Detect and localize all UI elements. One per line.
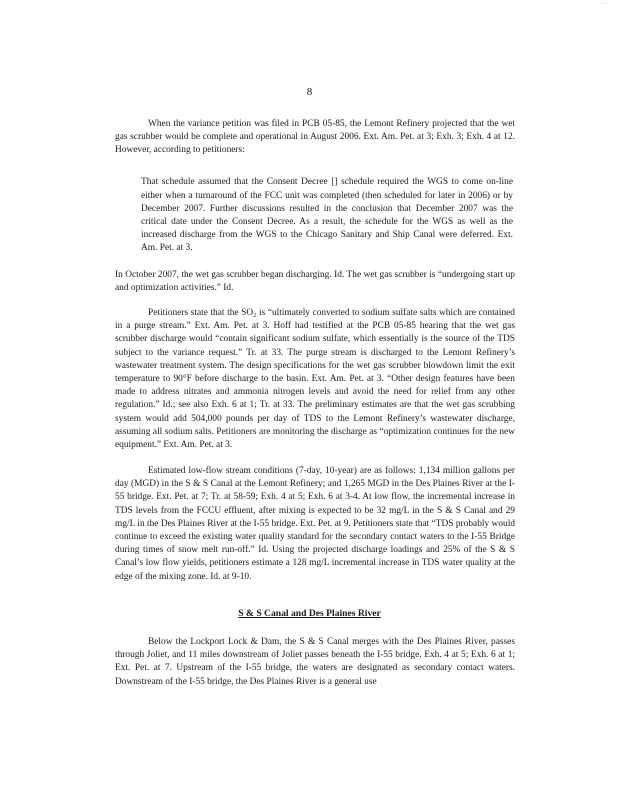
paragraph-text: Petitioners state that the SO₂ is “ultimately converted to sodium sulfate salts which are contained in a purge stream.” Ext. Am. Pet. at 3. Hoff had testified at the PCB 05-85 hearing that the wet gas scrubber discharge would “contain significant sodium sulfate, which essentially is the source of the TDS subject to the variance request.” Tr. at 33. The purge stream is discharged to the Lemont Refinery’s wastewater treatment system. The design specifications for the wet gas scrubber blowdown limit the exit temperature to 90°F before discharge to the basin. Ext. Am. Pet. at 3. “Other design features have been made to address nitrates and ammonia nitrogen levels and avoid the need for relief from any other regulation.” Id.; see also Exh. 6 at 1; Tr. at 33. The preliminary estimates are that the wet gas scrubbing system would add 504,000 pounds per day of TDS to the Lemont Refinery’s wastewater discharge, assuming all sodium salts. Petitioners are monitoring the discharge as “optimization continues for the new equipment.” Ext. Am. Pet. at 3. [115,308,515,451]
block-quote [141,167,513,265]
paragraph-text: Estimated low-flow stream conditions (7-day, 10-year) are as follows: 1,134 million gallons per day (MGD) in the S & S Canal at the Lemont Refinery; and 1,265 MGD in the Des Plaines River at the I-55 bridge. Ext. Pet. at 7; Tr. at 58-59; Exh. 4 at 5; Exh. 6 at 3-4. At low flow, the incremental increase in TDS levels from the FCCU effluent, after mixing is expected to be 32 mg/L in the S & S Canal and 29 mg/L in the Des Plaines River at the I-55 bridge. Ext. Pet. at 9. Petitioners state that “TDS probably would continue to exceed the existing water quality standard for the secondary contact waters to the I-55 Bridge during times of snow melt run-off.” Id. Using the projected discharge loadings and 25% of the S & S Canal’s low flow yields, petitioners estimate a 128 mg/L incremental increase in TDS water quality at the edge of the mixing zone. Id. at 9-10. [115,466,515,582]
paragraph-text: In October 2007, the wet gas scrubber began discharging. Id. The wet gas scrubber is “undergoing start up and optimization activities.” Id. [115,270,515,294]
corner-mark: ... [601,0,609,6]
paragraph-lockport [115,636,515,689]
paragraph-so2-conversion [115,307,515,452]
page-number: 8 [306,86,313,98]
section-heading: S & S Canal and Des Plaines River [238,608,381,619]
paragraph-low-flow-conditions [115,465,515,584]
paragraph-variance-petition [115,118,515,158]
paragraph-october-2007 [115,269,515,295]
block-quote-text: That schedule assumed that the Consent Decree [] schedule required the WGS to come on-line either when a turnaround of the FCC unit was completed (then scheduled for later in 2006) or by December 2007. Further discussions resulted in the conclusion that December 2007 was the critical date under the Consent Decree. As a result, the schedule for the WGS as well as the increased discharge from the WGS to the Chicago Sanitary and Ship Canal were deferred. Ext. Am. Pet. at 3. [141,177,513,254]
paragraph-text: Below the Lockport Lock & Dam, the S & S Canal merges with the Des Plaines River, passes through Joliet, and 11 miles downstream of Joliet passes beneath the I-55 bridge. Exh. 4 at 5; Exh. 6 at 1; Ext. Pet. at 7. Upstream of the I-55 bridge, the waters are designated as secondary contact waters. Downstream of the I-55 bridge, the Des Plaines River is a general use [115,637,515,687]
paragraph-text: When the variance petition was filed in PCB 05-85, the Lemont Refinery projected that the wet gas scrubber would be complete and operational in August 2006. Ext. Am. Pet. at 3; Exh. 3; Exh. 4 at 12. However, according to petitioners: [115,119,515,156]
